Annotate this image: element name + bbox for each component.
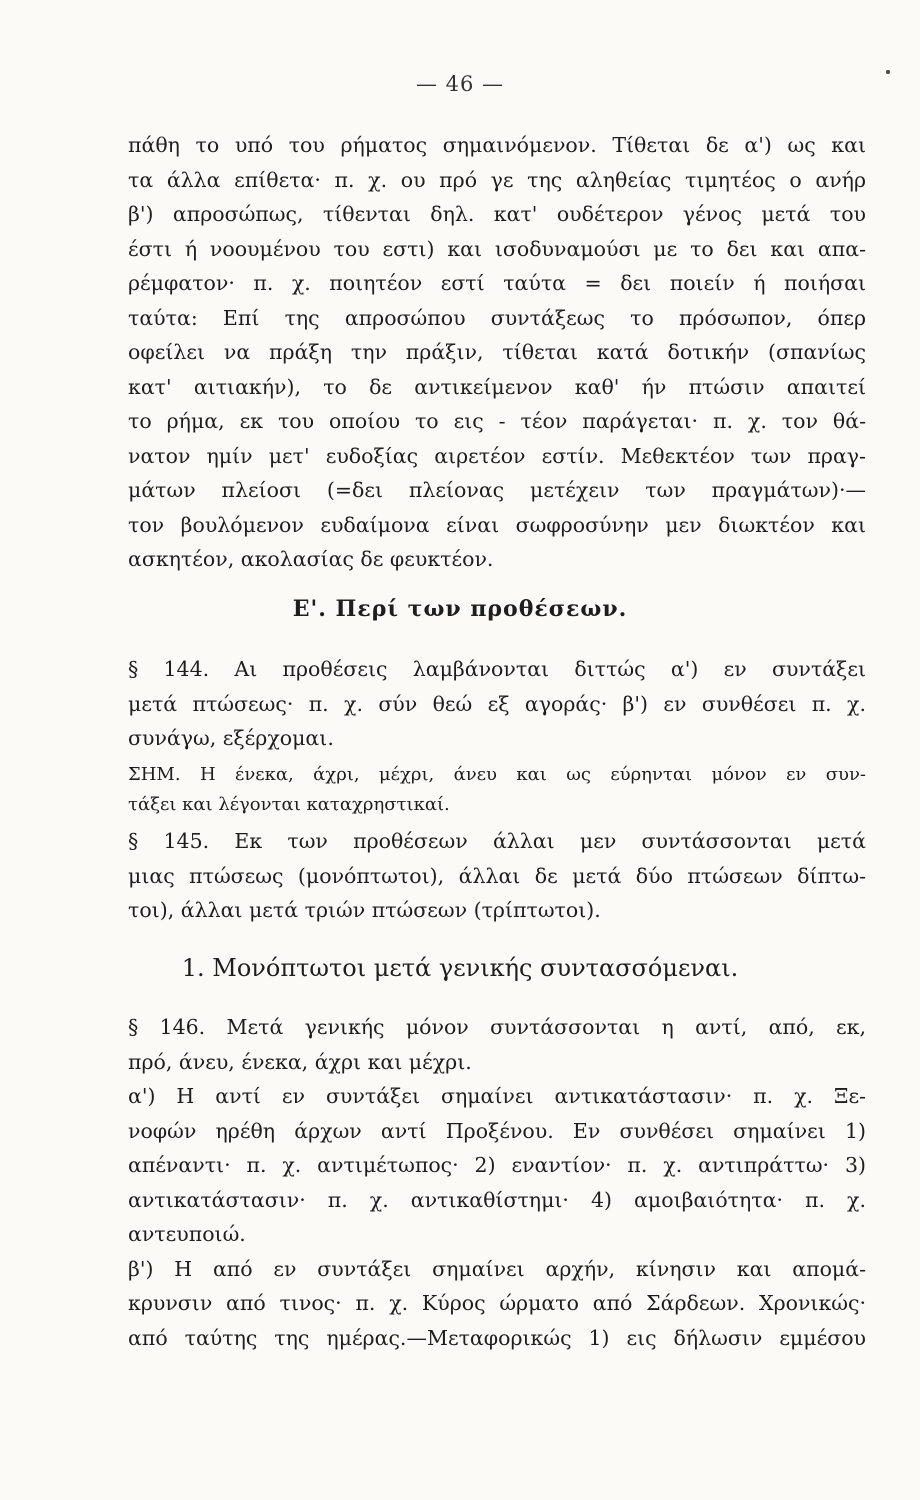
text-line: οφείλει να πράξη την πράξιν, τίθεται κατά δοτικήν (σπανίως: [128, 340, 866, 364]
subheading: 1. Μονόπτωτοι μετά γενικής συντασσόμεναι.: [181, 954, 739, 982]
text-line: ΣΗΜ. Η ένεκα, άχρι, μέχρι, άνευ και ως εύρηνται μόνον εν συν-: [128, 764, 866, 785]
section-heading: Ε'. Περί των προθέσεων.: [292, 596, 628, 622]
text-line: τον βουλόμενον ευδαίμονα είναι σωφροσύνην μεν διωκτέον και: [128, 512, 866, 537]
text-line: πάθη το υπό του ρήματος σημαινόμενον. Τίθεται δε α') ως και: [128, 133, 866, 157]
text-line: αντικατάστασιν· π. χ. αντικαθίστημι· 4) αμοιβαιότητα· π. χ.: [128, 1187, 866, 1212]
text-line: ταύτα: Επί της απροσώπου συντάξεως το πρόσωπον, όπερ: [128, 305, 866, 330]
page-number: — 46 —: [415, 72, 505, 96]
text-line: συνάγω, εξέρχομαι.: [128, 726, 334, 750]
text-line: κρυνσιν από τινος· π. χ. Κύρος ώρματο από Σάρδεων. Χρονικώς·: [128, 1291, 866, 1315]
text-line: τάξει και λέγονται καταχρηστικαί.: [128, 794, 450, 815]
text-line: β') Η από εν συντάξει σημαίνει αρχήν, κίνησιν και απομά-: [128, 1256, 866, 1281]
text-line: νοφών ηρέθη άρχων αντί Προξένου. Εν συνθέσει σημαίνει 1): [128, 1118, 866, 1143]
note-paragraph: [128, 760, 866, 820]
text-line: το ρήμα, εκ του οποίου το εις - τέον παράγεται· π. χ. τον θά-: [128, 409, 866, 433]
text-line: β') απροσώπως, τίθενται δηλ. κατ' ουδέτερον γένος μετά του: [128, 202, 866, 226]
text-line: έστι ή νοουμένου του εστι) και ισοδυναμούσι με το δει και απα-: [128, 236, 866, 261]
text-line: ασκητέον, ακολασίας δε φευκτέον.: [128, 547, 494, 571]
text-line: μάτων πλείοσι (=δει πλείονας μετέχειν των πραγμάτων)·—: [128, 478, 866, 502]
paragraph-146: [128, 1010, 866, 1355]
paragraph-144: [128, 652, 866, 756]
text-line: μιας πτώσεως (μονόπτωτοι), άλλαι δε μετά δύο πτώσεων δίπτω-: [128, 863, 866, 888]
text-line: ρέμφατον· π. χ. ποιητέον εστί ταύτα = δει ποιείν ή ποιήσαι: [128, 271, 866, 295]
text-line: τοι), άλλαι μετά τριών πτώσεων (τρίπτωτοι).: [128, 898, 601, 922]
text-line: απέναντι· π. χ. αντιμέτωπος· 2) εναντίον· π. χ. αντιπράττω· 3): [128, 1153, 866, 1177]
text-line: από ταύτης της ημέρας.—Μεταφορικώς 1) εις δήλωσιν εμμέσου: [128, 1325, 866, 1350]
text-line: α') Η αντί εν συντάξει σημαίνει αντικατάστασιν· π. χ. Ξε-: [128, 1084, 866, 1108]
text-line: αντευποιώ.: [128, 1222, 246, 1246]
text-line: πρό, άνευ, ένεκα, άχρι και μέχρι.: [128, 1049, 472, 1074]
paragraph-145: [128, 824, 866, 928]
text-line: § 145. Εκ των προθέσεων άλλαι μεν συντάσσονται μετά: [128, 829, 866, 853]
text-line: § 144. Αι προθέσεις λαμβάνονται διττώς α') εν συντάξει: [128, 657, 866, 681]
text-line: § 146. Μετά γενικής μόνον συντάσσονται η αντί, από, εκ,: [128, 1015, 866, 1039]
text-line: μετά πτώσεως· π. χ. σύν θεώ εξ αγοράς· β') εν συνθέσει π. χ.: [128, 691, 866, 716]
text-line: τα άλλα επίθετα· π. χ. ου πρό γε της αληθείας τιμητέος ο ανήρ: [128, 167, 866, 192]
text-line: νατον ημίν μετ' ευδοξίας αιρετέον εστίν. Μεθεκτέον των πραγ-: [128, 443, 866, 468]
paragraph-intro: [128, 128, 866, 577]
text-line: κατ' αιτιακήν), το δε αντικείμενον καθ' ήν πτώσιν απαιτεί: [128, 374, 866, 399]
